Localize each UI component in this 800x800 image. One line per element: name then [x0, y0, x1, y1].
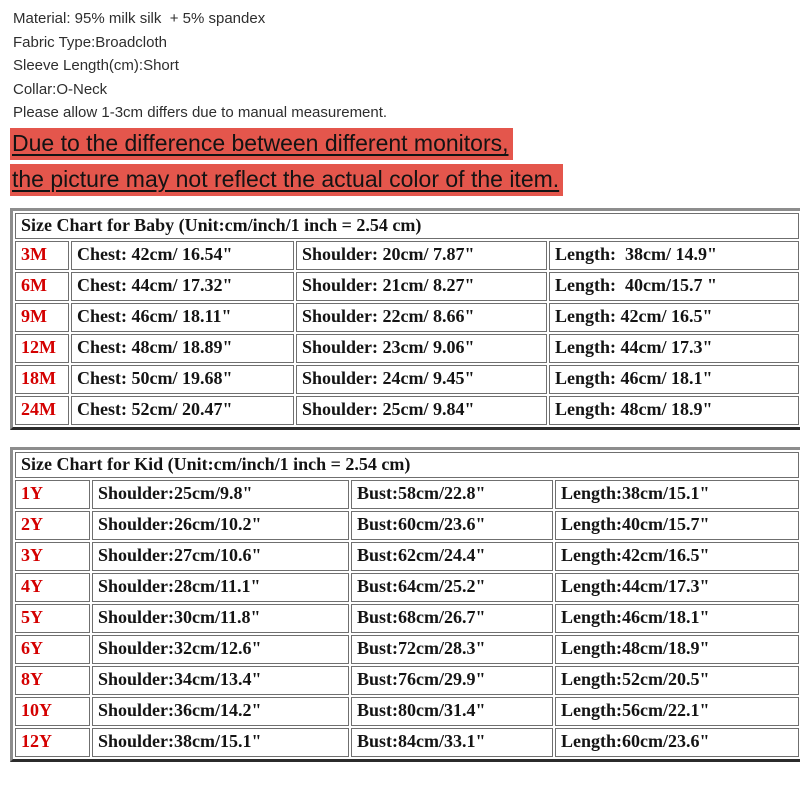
baby-chart-title: Size Chart for Baby (Unit:cm/inch/1 inch = 2.54 cm): [15, 213, 799, 239]
shoulder-cell: Shoulder: 23cm/ 9.06": [296, 334, 547, 363]
product-info-line-measurement-note: Please allow 1-3cm differs due to manual measurement.: [13, 104, 388, 121]
shoulder-cell: Shoulder:28cm/11.1": [92, 573, 349, 602]
color-difference-notice: [0, 125, 800, 200]
bust-cell: Bust:76cm/29.9": [351, 666, 553, 695]
shoulder-cell: Shoulder:36cm/14.2": [92, 697, 349, 726]
table-row: [15, 452, 799, 478]
product-info-line-fabric: Fabric Type:Broadcloth: [13, 33, 167, 51]
length-cell: Length:52cm/20.5": [555, 666, 799, 695]
size-cell: 6Y: [15, 635, 90, 664]
product-info-line-material: Material: 95% milk silk + 5% spandex: [13, 10, 266, 27]
size-cell: 18M: [15, 365, 69, 394]
length-cell: Length:60cm/23.6": [555, 728, 799, 757]
length-cell: Length: 38cm/ 14.9": [549, 241, 799, 270]
shoulder-cell: Shoulder:34cm/13.4": [92, 666, 349, 695]
length-cell: Length: 46cm/ 18.1": [549, 365, 799, 394]
shoulder-cell: Shoulder:25cm/9.8": [92, 480, 349, 509]
bust-cell: Bust:80cm/31.4": [351, 697, 553, 726]
table-row: [15, 334, 799, 363]
chest-cell: Chest: 50cm/ 19.68": [71, 365, 294, 394]
kid-size-chart-table: [10, 447, 800, 762]
size-cell: 9M: [15, 303, 69, 332]
size-cell: 2Y: [15, 511, 90, 540]
bust-cell: Bust:84cm/33.1": [351, 728, 553, 757]
kid-chart-title: Size Chart for Kid (Unit:cm/inch/1 inch = 2.54 cm): [15, 452, 799, 478]
table-row: [15, 303, 799, 332]
size-cell: 3M: [15, 241, 69, 270]
length-cell: Length:42cm/16.5": [555, 542, 799, 571]
shoulder-cell: Shoulder:30cm/11.8": [92, 604, 349, 633]
shoulder-cell: Shoulder: 21cm/ 8.27": [296, 272, 547, 301]
baby-size-chart-table: [10, 208, 800, 430]
length-cell: Length: 44cm/ 17.3": [549, 334, 799, 363]
size-cell: 1Y: [15, 480, 90, 509]
length-cell: Length: 42cm/ 16.5": [549, 303, 799, 332]
size-cell: 10Y: [15, 697, 90, 726]
chest-cell: Chest: 44cm/ 17.32": [71, 272, 294, 301]
product-info-line-collar: Collar:O-Neck: [13, 80, 108, 98]
table-row: [15, 396, 799, 425]
bust-cell: Bust:60cm/23.6": [351, 511, 553, 540]
length-cell: Length:46cm/18.1": [555, 604, 799, 633]
table-row: [15, 480, 799, 509]
shoulder-cell: Shoulder: 25cm/ 9.84": [296, 396, 547, 425]
table-row: [15, 511, 799, 540]
shoulder-cell: Shoulder:38cm/15.1": [92, 728, 349, 757]
table-row: [15, 728, 799, 757]
table-row: [15, 604, 799, 633]
length-cell: Length:40cm/15.7": [555, 511, 799, 540]
length-cell: Length:56cm/22.1": [555, 697, 799, 726]
shoulder-cell: Shoulder:26cm/10.2": [92, 511, 349, 540]
bust-cell: Bust:72cm/28.3": [351, 635, 553, 664]
length-cell: Length:48cm/18.9": [555, 635, 799, 664]
notice-line-1: Due to the difference between different monitors,: [10, 128, 513, 160]
length-cell: Length: 40cm/15.7 ": [549, 272, 799, 301]
chest-cell: Chest: 48cm/ 18.89": [71, 334, 294, 363]
table-row: [15, 666, 799, 695]
table-row: [15, 635, 799, 664]
bust-cell: Bust:64cm/25.2": [351, 573, 553, 602]
size-cell: 6M: [15, 272, 69, 301]
chest-cell: Chest: 52cm/ 20.47": [71, 396, 294, 425]
bust-cell: Bust:68cm/26.7": [351, 604, 553, 633]
shoulder-cell: Shoulder: 20cm/ 7.87": [296, 241, 547, 270]
table-row: [15, 542, 799, 571]
size-cell: 5Y: [15, 604, 90, 633]
shoulder-cell: Shoulder: 22cm/ 8.66": [296, 303, 547, 332]
notice-line-2: the picture may not reflect the actual color of the item.: [10, 164, 563, 196]
chest-cell: Chest: 42cm/ 16.54": [71, 241, 294, 270]
size-cell: 8Y: [15, 666, 90, 695]
size-cell: 24M: [15, 396, 69, 425]
product-info-block: [0, 0, 800, 125]
table-row: [15, 241, 799, 270]
size-cell: 12Y: [15, 728, 90, 757]
shoulder-cell: Shoulder: 24cm/ 9.45": [296, 365, 547, 394]
size-cell: 3Y: [15, 542, 90, 571]
product-info-line-sleeve: Sleeve Length(cm):Short: [13, 57, 179, 74]
table-row: [15, 573, 799, 602]
shoulder-cell: Shoulder:32cm/12.6": [92, 635, 349, 664]
size-cell: 4Y: [15, 573, 90, 602]
chest-cell: Chest: 46cm/ 18.11": [71, 303, 294, 332]
length-cell: Length: 48cm/ 18.9": [549, 396, 799, 425]
table-row: [15, 272, 799, 301]
bust-cell: Bust:62cm/24.4": [351, 542, 553, 571]
table-row: [15, 213, 799, 239]
table-row: [15, 365, 799, 394]
bust-cell: Bust:58cm/22.8": [351, 480, 553, 509]
size-cell: 12M: [15, 334, 69, 363]
length-cell: Length:44cm/17.3": [555, 573, 799, 602]
shoulder-cell: Shoulder:27cm/10.6": [92, 542, 349, 571]
length-cell: Length:38cm/15.1": [555, 480, 799, 509]
table-row: [15, 697, 799, 726]
